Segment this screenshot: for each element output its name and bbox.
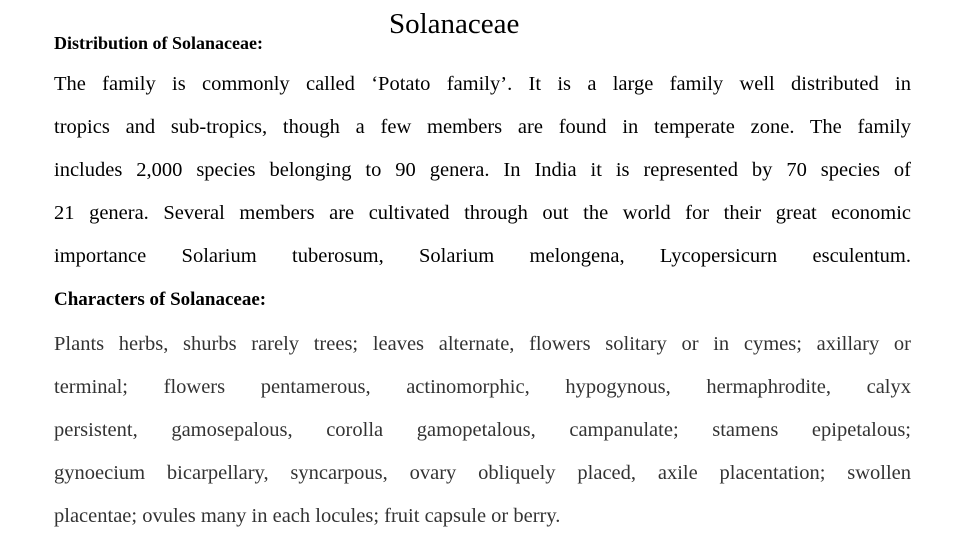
characters-line: persistent, gamosepalous, corolla gamopetalous, campanulate; stamens epipetalous; xyxy=(54,419,911,441)
distribution-line: tropics and sub-tropics, though a few members are found in temperate zone. The family xyxy=(54,116,911,138)
distribution-line: 21 genera. Several members are cultivated through out the world for their great economic xyxy=(54,202,911,224)
distribution-line: The family is commonly called ‘Potato family’. It is a large family well distributed in xyxy=(54,73,911,95)
characters-line: gynoecium bicarpellary, syncarpous, ovary obliquely placed, axile placentation; swollen xyxy=(54,462,911,484)
page-title: Solanaceae xyxy=(389,8,520,40)
distribution-line: includes 2,000 species belonging to 90 genera. In India it is represented by 70 species of xyxy=(54,159,911,181)
characters-line: Plants herbs, shurbs rarely trees; leaves alternate, flowers solitary or in cymes; axillary or xyxy=(54,333,911,355)
characters-line: terminal; flowers pentamerous, actinomorphic, hypogynous, hermaphrodite, calyx xyxy=(54,376,911,398)
distribution-line: importance Solarium tuberosum, Solarium melongena, Lycopersicurn esculentum. xyxy=(54,245,911,267)
characters-heading: Characters of Solanaceae: xyxy=(54,289,267,310)
distribution-heading: Distribution of Solanaceae: xyxy=(54,33,263,53)
characters-line: placentae; ovules many in each locules; fruit capsule or berry. xyxy=(54,505,561,527)
